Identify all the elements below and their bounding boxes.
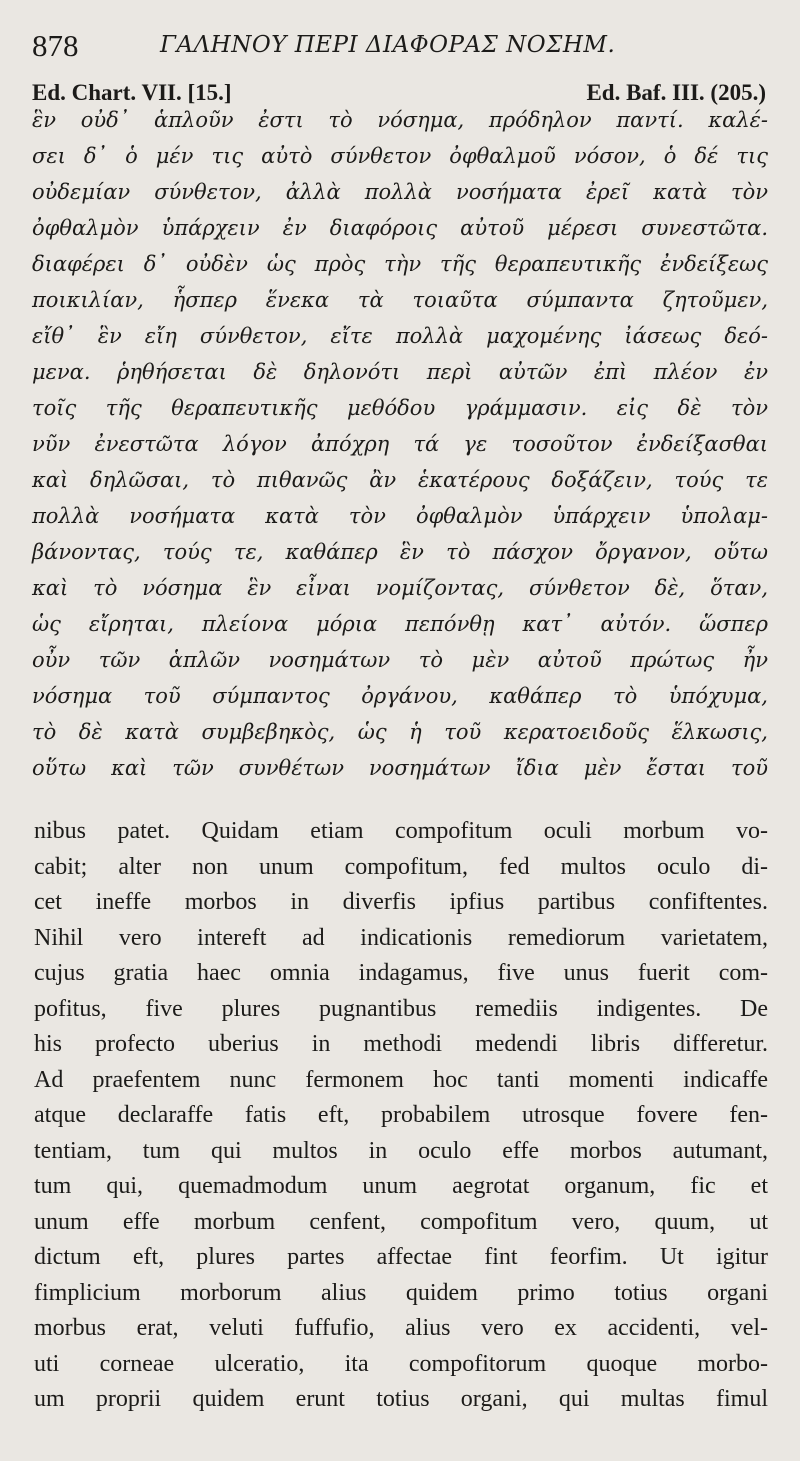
greek-text-line: νῦν ἐνεστῶτα λόγον ἀπόχρη τά γε τοσοῦτον ἐνδείξασθαι bbox=[32, 432, 768, 456]
greek-text-line: ὀφθαλμὸν ὑπάρχειν ἐν διαφόροις αὐτοῦ μέρεσι συνεστῶτα. bbox=[32, 216, 768, 240]
latin-text-line: dictum eft, plures partes affectae fint feorfim. Ut igitur bbox=[34, 1244, 768, 1270]
latin-text-line: tum qui, quemadmodum unum aegrotat organum, fic et bbox=[34, 1173, 768, 1199]
greek-text-line: ποικιλίαν, ἧσπερ ἕνεκα τὰ τοιαῦτα σύμπαντα ζητοῦμεν, bbox=[32, 288, 768, 312]
greek-text-line: οὐδεμίαν σύνθετον, ἀλλὰ πολλὰ νοσήματα ἐρεῖ κατὰ τὸν bbox=[32, 180, 768, 204]
greek-text-line: ὡς εἴρηται, πλείονα μόρια πεπόνθῃ κατ᾽ αὐτόν. ὥσπερ bbox=[32, 612, 768, 636]
greek-text-line: διαφέρει δ᾽ οὐδὲν ὡς πρὸς τὴν τῆς θεραπευτικῆς ἐνδείξεως bbox=[32, 252, 768, 276]
page-number: 878 bbox=[32, 28, 79, 63]
latin-text-line: his profecto uberius in methodi medendi libris differetur. bbox=[34, 1031, 768, 1057]
latin-text-line: fimplicium morborum alius quidem primo totius organi bbox=[34, 1279, 768, 1306]
latin-text-line: Nihil vero intereft ad indicationis remediorum varietatem, bbox=[34, 924, 768, 951]
greek-text-line: οὕτω καὶ τῶν συνθέτων νοσημάτων ἴδια μὲν ἔσται τοῦ bbox=[32, 756, 768, 780]
greek-text-line: ἓν οὐδ᾽ ἁπλοῦν ἐστι τὸ νόσημα, πρόδηλον παντί. καλέ- bbox=[32, 108, 768, 132]
latin-text-line: Ad praefentem nunc fermonem hoc tanti momenti indicaffe bbox=[34, 1066, 768, 1093]
greek-text-line: πολλὰ νοσήματα κατὰ τὸν ὀφθαλμὸν ὑπάρχειν ὑπολαμ- bbox=[32, 504, 768, 528]
latin-text-line: tentiam, tum qui multos in oculo effe morbos autumant, bbox=[34, 1137, 768, 1164]
latin-text-line: cet ineffe morbos in diverfis ipfius partibus confiftentes. bbox=[34, 889, 768, 915]
greek-text-line: μενα. ῥηθήσεται δὲ δηλονότι περὶ αὐτῶν ἐπὶ πλέον ἐν bbox=[32, 360, 768, 384]
greek-text-line: καὶ δηλῶσαι, τὸ πιθανῶς ἂν ἑκατέρους δοξάζειν, τούς τε bbox=[32, 468, 768, 492]
greek-text-line: νόσημα τοῦ σύμπαντος ὀργάνου, καθάπερ τὸ ὑπόχυμα, bbox=[32, 684, 768, 708]
greek-text-line: τὸ δὲ κατὰ συμβεβηκὸς, ὡς ἡ τοῦ κερατοειδοῦς ἕλκωσις, bbox=[32, 720, 768, 744]
greek-text-line: τοῖς τῆς θεραπευτικῆς μεθόδου γράμμασιν. εἰς δὲ τὸν bbox=[32, 396, 768, 420]
greek-text-line: οὖν τῶν ἁπλῶν νοσημάτων τὸ μὲν αὐτοῦ πρώτως ἦν bbox=[32, 648, 768, 672]
latin-text-line: pofitus, five plures pugnantibus remediis indigentes. De bbox=[34, 995, 768, 1022]
greek-text-block bbox=[32, 102, 768, 786]
edition-reference-right: Ed. Baf. III. (205.) bbox=[586, 80, 766, 105]
greek-text-line: βάνοντας, τούς τε, καθάπερ ἓν τὸ πάσχον ὄργανον, οὕτω bbox=[32, 540, 768, 564]
latin-text-line: atque declaraffe fatis eft, probabilem utrosque fovere fen- bbox=[34, 1102, 768, 1128]
latin-text-line: uti corneae ulceratio, ita compofitorum quoque morbo- bbox=[34, 1350, 768, 1377]
latin-text-block bbox=[34, 814, 768, 1418]
latin-text-line: cabit; alter non unum compofitum, fed multos oculo di- bbox=[34, 853, 768, 880]
greek-text-line: εἴθ᾽ ἓν εἴη σύνθετον, εἴτε πολλὰ μαχομένης ἰάσεως δεό- bbox=[32, 324, 768, 348]
running-title: ΓΑΛΗΝΟΥ ΠΕΡΙ ΔΙΑΦΟΡΑΣ ΝΟΣΗΜ. bbox=[160, 32, 616, 58]
edition-reference-left: Ed. Chart. VII. [15.] bbox=[32, 80, 232, 105]
latin-text-line: cujus gratia haec omnia indagamus, five unus fuerit com- bbox=[34, 960, 768, 986]
latin-text-line: nibus patet. Quidam etiam compofitum oculi morbum vo- bbox=[34, 818, 768, 844]
latin-text-line: unum effe morbum cenfent, compofitum vero, quum, ut bbox=[34, 1208, 768, 1235]
latin-text-line: morbus erat, veluti fuffufio, alius vero ex accidenti, vel- bbox=[34, 1315, 768, 1341]
greek-text-line: σει δ᾽ ὁ μέν τις αὐτὸ σύνθετον ὀφθαλμοῦ νόσον, ὁ δέ τις bbox=[32, 144, 768, 168]
greek-text-line: καὶ τὸ νόσημα ἓν εἶναι νομίζοντας, σύνθετον δὲ, ὅταν, bbox=[32, 576, 768, 600]
latin-text-line: um proprii quidem erunt totius organi, qui multas fimul bbox=[34, 1386, 768, 1412]
